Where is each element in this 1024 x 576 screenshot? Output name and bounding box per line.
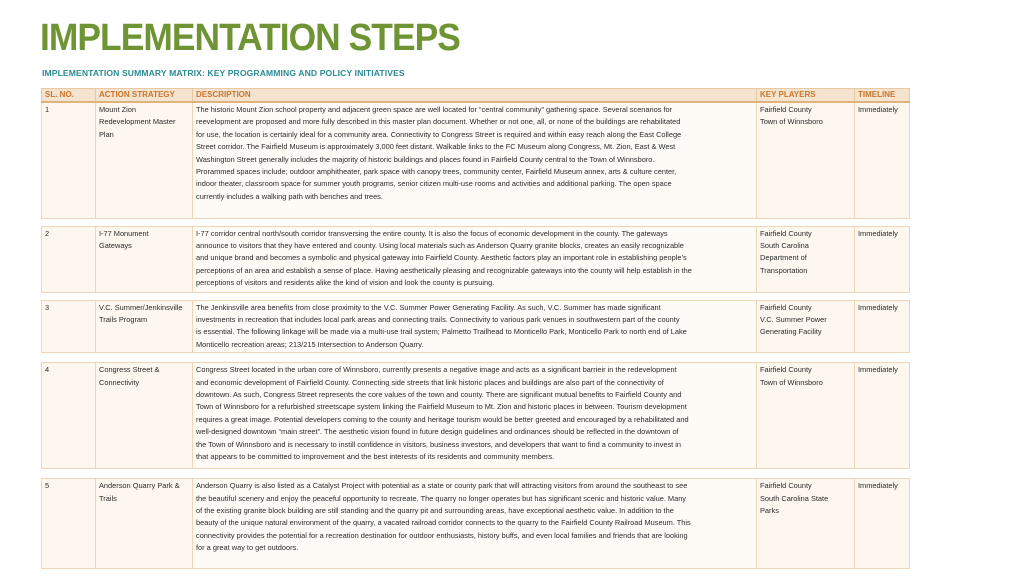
row-action-strategy — [96, 102, 193, 218]
row-spacer-cell — [42, 469, 910, 479]
table-header-row — [42, 89, 910, 103]
row-action-strategy — [96, 363, 193, 469]
row-timeline: Immediately — [855, 363, 910, 469]
row-sl-no: 4 — [42, 363, 96, 469]
row-key-players — [757, 102, 855, 218]
row-sl-no: 3 — [42, 300, 96, 353]
key-player-line: Fairfield County — [760, 228, 812, 238]
description-line: currently includes a walking path with benches and trees. — [196, 191, 383, 201]
description-line: Prorammed spaces include; outdoor amphitheater, park space with canopy trees, community center, Fairfield Museum annex, arts & culture center, — [196, 167, 677, 177]
table-body — [42, 102, 910, 569]
action-strategy-line: Gateways — [99, 240, 132, 250]
row-description — [193, 300, 757, 353]
description-line: well-designed downtown “main street”. The aesthetic vision found in future design guidelines and ordinances should be reflected in the downtown of — [196, 427, 679, 437]
row-key-players — [757, 300, 855, 353]
row-spacer-cell — [42, 353, 910, 363]
row-timeline: Immediately — [855, 300, 910, 353]
table-row — [42, 300, 910, 353]
description-line: investments in recreation that includes local park areas and connecting trails. Connectivity to various park venues in southwestern part of the county — [196, 314, 680, 324]
row-key-players — [757, 479, 855, 569]
action-strategy-line: Plan — [99, 129, 114, 139]
description-line: connectivity provides the potential for a recreation destination for outdoor enthusiasts, history buffs, and even local families and friends that are looking — [196, 530, 688, 540]
description-line: and unique brand and becomes a symbolic and physical gateway into Fairfield County. Aesthetic factors play an important role in establishing people’s — [196, 253, 687, 263]
row-timeline: Immediately — [855, 102, 910, 218]
row-action-strategy — [96, 300, 193, 353]
row-timeline: Immediately — [855, 479, 910, 569]
key-player-line: Town of Winnsboro — [760, 117, 823, 127]
description-line: is essential. The following linkage will be made via a multi-use trail system; Palmetto Trailhead to Monticello Park, Monticello Park to north end of Lake — [196, 327, 687, 337]
table-row — [42, 479, 910, 569]
row-spacer — [42, 292, 910, 300]
description-line: requires a great image. Potential developers coming to the county and heritage tourism would be better greeted and encouraged by a rehabilitated and — [196, 414, 689, 424]
header-timeline: TIMELINE — [855, 89, 910, 103]
row-spacer-cell — [42, 218, 910, 226]
action-strategy-line: Connectivity — [99, 377, 140, 387]
description-line: of the existing granite block building are still standing and the quarry pit and surrounding areas, have exceptional aesthetic value. In addition to the — [196, 505, 674, 515]
action-strategy-line: Trails — [99, 493, 117, 503]
description-line: I-77 corridor central north/south corridor transversing the entire county. It is also the focus of economic development in the county. The gateways — [196, 228, 668, 238]
description-line: for a great way to get outdoors. — [196, 543, 299, 553]
header-key-players: KEY PLAYERS — [757, 89, 855, 103]
table-row — [42, 226, 910, 292]
description-line: that appears to be committed to improvement and the best interests of its residents and community members. — [196, 451, 555, 461]
key-player-line: Fairfield County — [760, 481, 812, 491]
row-spacer — [42, 218, 910, 226]
row-sl-no: 1 — [42, 102, 96, 218]
key-player-line: South Carolina — [760, 240, 809, 250]
row-description — [193, 479, 757, 569]
header-description: DESCRIPTION — [193, 89, 757, 103]
description-line: the beautiful scenery and enjoy the peaceful opportunity to recreate. The quarry no longer operates but has significant scenic and historic value. Many — [196, 493, 686, 503]
description-line: Washington Street generally includes the majority of historic buildings and places found in Fairfield County central to the Town of Winnsboro. — [196, 154, 655, 164]
header-action-strategy: ACTION STRATEGY — [96, 89, 193, 103]
description-line: reevelopment are proposed and more fully described in this master plan document. Whether or not one, all, or none of the buildings are rehabilitated — [196, 117, 681, 127]
description-line: Monticello recreation areas; 213/215 Intersection to Anderson Quarry. — [196, 339, 424, 349]
description-line: indoor theater, classroom space for summer youth programs, senior citizen multi-use rooms and activities and additional parking. The open space — [196, 179, 672, 189]
key-player-line: Town of Winnsboro — [760, 377, 823, 387]
description-line: the Town of Winnsboro and is necessary to instill confidence in visitors, business investors, and developers that want to find a community to invest in — [196, 439, 682, 449]
row-description — [193, 102, 757, 218]
row-action-strategy — [96, 226, 193, 292]
row-spacer — [42, 469, 910, 479]
implementation-matrix-table — [41, 88, 910, 569]
description-line: announce to visitors that they have entered and county. Using local materials such as Anderson Quarry granite blocks, creates an easily recognizable — [196, 240, 684, 250]
action-strategy-line: Anderson Quarry Park & — [99, 481, 180, 491]
description-line: and economic development of Fairfield County. Connecting side streets that link historic places and buildings are also part of the connectivity of — [196, 377, 664, 387]
action-strategy-line: Redevelopment Master — [99, 117, 176, 127]
row-key-players — [757, 226, 855, 292]
row-description — [193, 363, 757, 469]
description-line: The Jenkinsville area benefits from close proximity to the V.C. Summer Power Generating Facility. As such, V.C. Summer has made significant — [196, 302, 661, 312]
table-row — [42, 363, 910, 469]
key-player-line: South Carolina State — [760, 493, 829, 503]
description-line: perceptions of an area and establish a sense of place. Having aesthetically pleasing and recognizable gateways into the county will help establish in the — [196, 265, 692, 275]
key-player-line: Fairfield County — [760, 365, 812, 375]
row-sl-no: 2 — [42, 226, 96, 292]
key-player-line: V.C. Summer Power — [760, 314, 827, 324]
row-key-players — [757, 363, 855, 469]
action-strategy-line: I-77 Monument — [99, 228, 149, 238]
key-player-line: Transportation — [760, 265, 808, 275]
description-line: The historic Mount Zion school property and adjacent green space are well located for “central community” gathering space. Several scenarios for — [196, 105, 673, 114]
action-strategy-line: V.C. Summer/Jenkinsville — [99, 302, 183, 312]
header-sl-no: SL. NO. — [42, 89, 96, 103]
description-line: Street corridor. The Fairfield Museum is approximately 3,000 feet distant. Walkable links to the FC Museum along Congress, Mt. Zion, East & West — [196, 142, 676, 152]
key-player-line: Fairfield County — [760, 302, 812, 312]
page-title: IMPLEMENTATION STEPS — [40, 17, 460, 59]
description-line: Anderson Quarry is also listed as a Catalyst Project with potential as a state or county park that will attracting visitors from around the southeast to see — [196, 481, 688, 491]
key-player-line: Parks — [760, 505, 779, 515]
row-spacer-cell — [42, 292, 910, 300]
description-line: beauty of the unique natural environment of the quarry, a vacated railroad corridor connects to the quarry to the Fairfield County Railroad Museum. This — [196, 518, 691, 528]
row-description — [193, 226, 757, 292]
action-strategy-line: Congress Street & — [99, 365, 160, 375]
key-player-line: Department of — [760, 253, 807, 263]
key-player-line: Generating Facility — [760, 327, 822, 337]
description-line: downtown. As such, Congress Street represents the core values of the town and county. There are significant mutual benefits to Fairfield County and — [196, 389, 682, 399]
key-player-line: Fairfield County — [760, 105, 812, 114]
row-sl-no: 5 — [42, 479, 96, 569]
description-line: Town of Winnsboro for a refurbished streetscape system linking the Fairfield Museum to Mt. Zion and historic places in between. Tourism development — [196, 402, 687, 412]
matrix-subtitle: IMPLEMENTATION SUMMARY MATRIX: KEY PROGRAMMING AND POLICY INITIATIVES — [42, 68, 405, 78]
description-line: Congress Street located in the urban core of Winnsboro, currently presents a negative image and acts as a significant barrieir in the redevelopment — [196, 365, 677, 375]
action-strategy-line: Mount Zion — [99, 105, 136, 114]
action-strategy-line: Trails Program — [99, 314, 148, 324]
description-line: perceptions of visitors and residents alike the kind of vision and look the county is pursuing. — [196, 278, 495, 288]
row-timeline: Immediately — [855, 226, 910, 292]
description-line: for use, the location is certainly ideal for a community area. Connectivity to Congress Street is required and within easy reach along the East College — [196, 129, 682, 139]
table-row — [42, 102, 910, 218]
row-spacer — [42, 353, 910, 363]
row-action-strategy — [96, 479, 193, 569]
